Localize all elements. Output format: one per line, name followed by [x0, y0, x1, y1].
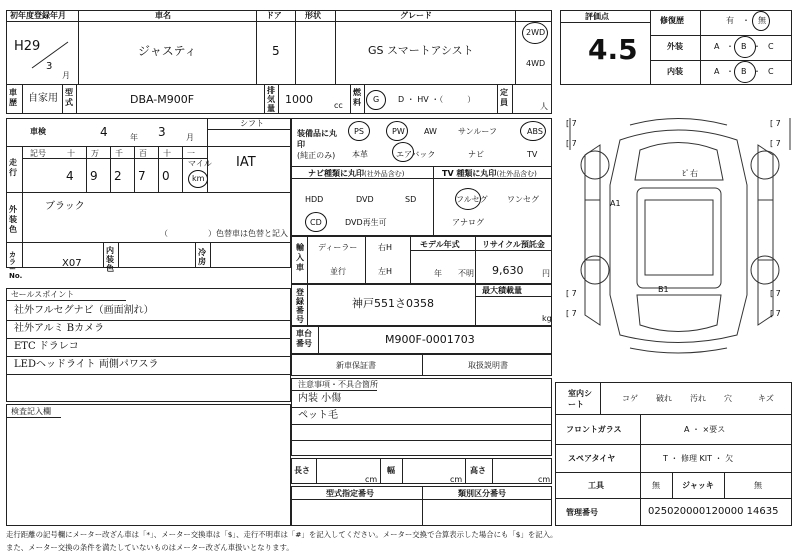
- equipment-item: ABS: [527, 127, 543, 136]
- drive-4wd: 4WD: [526, 59, 546, 68]
- equipment-item: AW: [424, 127, 437, 136]
- spare-tire-label: スペアタイヤ: [568, 454, 616, 463]
- footer-line-1: 走行距離の記号欄にメーター改ざん車は「*」、メーター交換車は「$」、走行不明車は「#」を記入してください。メーター交換で合算表示した場合にも「$」を記入。: [6, 530, 558, 539]
- capacity-unit: 人: [540, 102, 548, 111]
- first-reg-month: 3: [46, 61, 53, 72]
- score-label: 評価点: [585, 12, 609, 21]
- tv-fullseg-circle: [455, 188, 481, 210]
- import-dealer: ディーラー: [318, 243, 358, 252]
- cooling-label: 冷房: [198, 248, 206, 266]
- equip-airbag-circle: [392, 142, 414, 162]
- grade-option: B: [741, 42, 747, 51]
- fuel-selected: G: [373, 95, 380, 104]
- first-reg-month-unit: 月: [62, 71, 70, 80]
- mileage-digit: 4: [66, 169, 74, 183]
- displacement-label: 排気量: [267, 86, 275, 113]
- navi-option: DVD: [356, 195, 374, 204]
- windshield-value: A ・ ×要ス: [684, 425, 726, 434]
- mileage-place-label: 一: [187, 149, 195, 158]
- use-value: 自家用: [28, 93, 58, 104]
- warranty-manual: 取扱説明書: [468, 361, 508, 370]
- model-label: 型式: [65, 88, 73, 107]
- seat-condition: コゲ: [622, 394, 638, 403]
- diagram-a1: A1: [610, 199, 621, 208]
- model-year-unit: 年: [434, 269, 442, 278]
- mileage-label: 走行: [9, 158, 17, 177]
- shift-label: シフト: [240, 119, 264, 128]
- repair-dot: ・: [742, 16, 750, 25]
- diagram-b1: B1: [658, 285, 669, 294]
- sales-points-label: セールスポイント: [11, 290, 75, 299]
- door-label: ドア: [266, 11, 282, 20]
- capacity-label: 定員: [500, 88, 508, 107]
- grade-option: C: [768, 42, 774, 51]
- car-name-label: 車名: [155, 11, 171, 20]
- interior-color-label: 内装色: [106, 246, 114, 273]
- repair-label: 修復歴: [660, 16, 684, 25]
- equipment-item: PW: [392, 127, 405, 136]
- model-value: DBA-M900F: [130, 93, 195, 106]
- grade-option: A: [714, 67, 720, 76]
- jack-label: ジャッキ: [682, 481, 714, 490]
- tv-option: アナログ: [452, 218, 484, 227]
- chassis-value: M900F-0001703: [385, 333, 475, 346]
- equipment-item: ナビ: [468, 150, 484, 159]
- dim-width-unit: cm: [450, 475, 463, 484]
- exterior-selected-circle: [734, 36, 756, 58]
- navi-title: ナビ種類に丸印(社外品含む): [308, 169, 405, 178]
- car-diagram: [565, 110, 795, 360]
- shift-value: IAT: [236, 155, 256, 170]
- equipment-title: 装備品に丸印: [297, 129, 337, 149]
- mileage-digit: 0: [162, 169, 170, 183]
- displacement-unit: cc: [334, 101, 343, 110]
- notes-item-1: 内装 小傷: [298, 393, 342, 404]
- inspection-label: 車検: [30, 127, 46, 136]
- color-note: （ ）色替車は色替と記入: [160, 229, 288, 238]
- diagram-mark-bl2: [ 7: [566, 309, 577, 318]
- color-no-value: X07: [62, 258, 82, 269]
- sales-point-item: 社外アルミ Bカメラ: [14, 323, 105, 334]
- seat-condition: キズ: [758, 394, 774, 403]
- grade-separator: ・: [753, 67, 761, 76]
- sales-point-item: ETC ドラレコ: [14, 341, 79, 352]
- sales-point-item: LEDヘッドライト 両側パワスラ: [14, 359, 159, 370]
- warranty-new-car: 新車保証書: [336, 361, 376, 370]
- grade-option: A: [714, 42, 720, 51]
- mileage-place-label: 万: [91, 149, 99, 158]
- first-reg-era: H29: [14, 39, 41, 54]
- exterior-label: 外装: [667, 42, 683, 51]
- dim-height-label: 高さ: [470, 466, 486, 475]
- notes-label: 注意事項・不具合箇所: [298, 380, 378, 389]
- registration-value: 神戸551さ0358: [352, 297, 434, 310]
- max-load-label: 最大積載量: [482, 286, 522, 295]
- doors-value: 5: [272, 44, 280, 58]
- category-number-label: 類別区分番号: [458, 489, 506, 498]
- jack-value: 無: [754, 481, 762, 490]
- tv-title: TV 種類に丸印(社外品含む): [442, 169, 537, 178]
- inspection-year-unit: 年: [130, 133, 138, 142]
- sales-point-item: 社外フルセグナビ（画面割れ）: [14, 305, 154, 316]
- repair-option-no: 無: [758, 16, 766, 25]
- equipment-item: TV: [527, 150, 538, 159]
- navi-option: CD: [310, 218, 322, 227]
- diagram-mark-tl: [ 7: [566, 119, 577, 128]
- model-year-label: モデル年式: [420, 240, 460, 249]
- repair-selected-circle: [752, 11, 770, 31]
- grade-option: C: [768, 67, 774, 76]
- mileage-place-label: 十: [67, 149, 75, 158]
- recycle-value: 9,630: [492, 264, 524, 277]
- fuel-options: D ・ HV ・（ ）: [398, 95, 476, 104]
- diagram-mark-ml: [ 7: [566, 139, 577, 148]
- model-year-unknown: 不明: [458, 269, 474, 278]
- tv-option: ワンセグ: [507, 195, 539, 204]
- spare-tire-value: T ・ 修理 KIT ・ 欠: [663, 454, 734, 463]
- windshield-label: フロントガラス: [566, 425, 622, 434]
- diagram-mark-tr: [ 7: [770, 119, 781, 128]
- navi-option: SD: [405, 195, 417, 204]
- notes-item-2: ペット毛: [298, 410, 338, 421]
- car-name: ジャスティ: [138, 44, 197, 58]
- max-load-unit: kg: [542, 314, 552, 323]
- inspection-month-unit: 月: [186, 133, 194, 142]
- dim-height-unit: cm: [538, 475, 551, 484]
- import-label: 輸入車: [296, 243, 304, 272]
- mileage-place-label: 百: [139, 149, 147, 158]
- equipment-subtitle: (純正のみ): [297, 151, 336, 160]
- mileage-digit: 9: [90, 169, 98, 183]
- tv-option: フルセグ: [456, 195, 488, 204]
- import-right: 右H: [378, 243, 393, 252]
- mileage-place-label: 十: [163, 149, 171, 158]
- mile-label: マイル: [188, 159, 212, 168]
- dimensions-row: [291, 458, 552, 484]
- inspector-notes-label: 検査記入欄: [11, 407, 51, 416]
- navi-option: HDD: [305, 195, 324, 204]
- mileage-digit: 2: [114, 169, 122, 183]
- score-value: 4.5: [588, 33, 638, 66]
- grade-value: GS スマートアシスト: [368, 44, 474, 57]
- diagram-mark-br2: [ 7: [770, 309, 781, 318]
- use-label: 車歴: [9, 88, 17, 107]
- fuel-label: 燃料: [353, 88, 361, 107]
- tools-label: 工具: [588, 481, 604, 490]
- color-no-label: カラーNo.: [9, 251, 23, 280]
- mileage-unit: km: [192, 174, 205, 183]
- inspection-month: 3: [158, 125, 166, 139]
- equipment-item: PS: [354, 127, 364, 136]
- equip-abs-circle: [520, 121, 546, 141]
- color-value: ブラック: [45, 201, 85, 212]
- equipment-item: エアバック: [396, 150, 436, 159]
- color-label: 外装色: [9, 205, 17, 234]
- diagram-mark-br: [ 7: [770, 289, 781, 298]
- chassis-label: 車台番号: [296, 329, 312, 348]
- inspection-year: 4: [100, 125, 108, 139]
- dim-width-label: 幅: [387, 466, 395, 475]
- grade-separator: ・: [753, 42, 761, 51]
- import-parallel: 並行: [330, 267, 346, 276]
- displacement-value: 1000: [285, 93, 313, 106]
- diagram-mark-bl: [ 7: [566, 289, 577, 298]
- grade-separator: ・: [726, 42, 734, 51]
- footer-line-2: また、メーター交換の条件を満たしていないものはメーター改ざん車扱いとなります。: [6, 543, 294, 552]
- grade-separator: ・: [726, 67, 734, 76]
- grade-option: B: [741, 67, 747, 76]
- interior-label: 内装: [667, 67, 683, 76]
- mileage-kigo-label: 記号: [30, 149, 46, 158]
- registration-label: 登録番号: [296, 288, 304, 324]
- first-reg-label: 初年度登録年月: [10, 11, 66, 20]
- tools-value: 無: [652, 481, 660, 490]
- navi-cd-circle: [305, 212, 327, 232]
- equipment-item: サンルーフ: [458, 127, 497, 136]
- diagram-mark-mr: [ 7: [770, 139, 781, 148]
- equip-ps-circle: [348, 121, 370, 141]
- recycle-unit: 円: [542, 269, 550, 278]
- recycle-label: リサイクル預託金: [482, 240, 545, 249]
- interior-seat-label: 室内シート: [568, 389, 592, 409]
- seat-condition: 穴: [724, 394, 732, 403]
- shape-label: 形状: [305, 11, 321, 20]
- dim-length-unit: cm: [365, 475, 378, 484]
- diagram-h-mark: ﾋﾟ右: [682, 169, 698, 178]
- interior-selected-circle: [734, 61, 756, 83]
- inspection-block: [6, 118, 291, 268]
- import-left: 左H: [378, 267, 393, 276]
- type-designation-label: 型式指定番号: [326, 489, 374, 498]
- dim-length-label: 長さ: [294, 466, 310, 475]
- equipment-item: 本革: [352, 150, 368, 159]
- repair-option-yes: 有: [726, 16, 734, 25]
- mileage-place-label: 千: [115, 149, 123, 158]
- seat-condition: 破れ: [656, 394, 672, 403]
- grade-label: グレード: [400, 11, 432, 20]
- management-value: 025020000120000 14635: [648, 506, 779, 517]
- management-label: 管理番号: [566, 508, 598, 517]
- navi-option: DVD再生可: [345, 218, 387, 227]
- inspector-notes-block: [6, 404, 291, 526]
- drive-2wd: 2WD: [526, 28, 546, 37]
- mileage-digit: 7: [138, 169, 146, 183]
- seat-condition: 汚れ: [690, 394, 706, 403]
- equip-pw-circle: [386, 121, 408, 141]
